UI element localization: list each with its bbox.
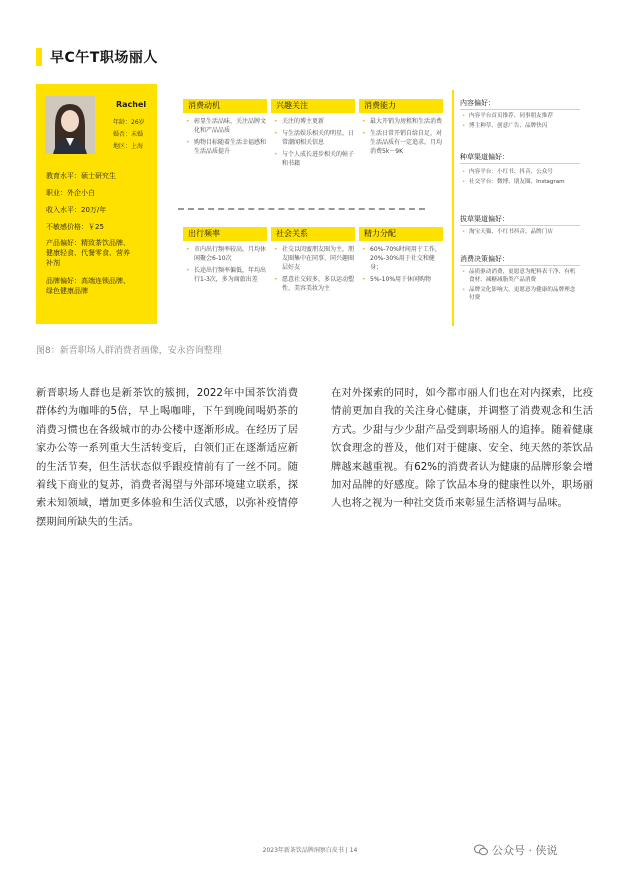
list-item: • 生活日常开销自给自足，对生活品质有一定追求。月均消费5k～9K [362,129,444,156]
persona-brand-pref-2: 绿色健康品牌 [46,287,88,295]
wechat-icon [474,844,488,856]
column-list-ability [362,117,444,159]
persona-card [36,84,157,324]
watermark [474,842,558,858]
persona-product-pref-2: 健康轻食、代餐零食、营养 [46,249,130,257]
persona-marital: 婚否：未婚 [113,131,144,138]
list-item: • 内容平台：小红书、抖音、公众号 [462,168,580,176]
persona-income: 收入水平：20万/年 [46,206,107,214]
list-item: • 品牌文化影响大，更愿意为健康的品牌理念付费 [462,286,580,302]
buy-pref-list [462,228,580,238]
column-head-motivation: 消费动机 [183,99,267,113]
persona-job: 职业：外企小白 [46,189,95,197]
list-item: • 社交以闺蜜朋友圈为主，朋友圈集中在同事、同兴趣圈层好友 [274,245,356,272]
watermark-text: 公众号 · 侠说 [492,844,558,857]
persona-product-pref-3: 补剂 [46,259,60,267]
column-head-ability: 消费能力 [359,99,443,113]
column-head-social: 社会关系 [271,227,355,241]
person-photo-icon [45,96,95,154]
column-head-interest: 兴趣关注 [271,99,355,113]
decision-pref-list [462,268,580,304]
persona-avatar [45,96,95,154]
divider [460,265,580,266]
column-list-social [274,245,356,296]
list-item: • 与个人成长进步相关的帖子和书籍 [274,150,356,168]
persona-name: Rachel [116,100,147,109]
list-item: • 最大开销为房租和生活消费 [362,117,444,126]
seed-pref-heading: 种草渠道偏好： [460,153,509,161]
list-item: • 60%-70%时间用于工作，20%-30%用于社交和健身； [362,245,444,272]
column-list-travel [186,245,268,287]
persona-age: 年龄：26岁 [113,119,145,126]
page-title: 早C午T职场丽人 [50,50,158,66]
content-pref-heading: 内容偏好： [460,99,495,107]
content-pref-list [462,112,580,132]
list-item: • 博主种草、创意广告、品牌快闪 [462,122,580,130]
list-item: • 购物目标随着生活幸福感和生活品质提升 [186,138,268,156]
list-item: • 关注的博主更新 [274,117,356,126]
column-head-travel: 出行频率 [183,227,267,241]
persona-price: 不敏感价格：￥25 [46,223,104,231]
body-paragraph-left: 新晋职场人群也是新茶饮的簇拥，2022年中国茶饮消费群体约为咖啡的5倍，早上喝咖啡，下午到晚间喝奶茶的消费习惯也在各级城市的办公楼中逐渐形成。在经历了居家办公等一系列重大生活转变后，白领们正在逐渐适应新的生活节奏，但生活状态似乎跟疫情前有了一丝不同。随着线下商业的复苏，消费者渴望与外部环境建立联系，探索未知领域，增加更多体验和生活仪式感，以弥补疫情停摆期间所缺失的生活。 [36,387,298,528]
list-item: • 长途出行频率偏低，年均出行1-3次，多为商旅出差 [186,266,268,284]
persona-region: 地区：上海 [113,143,144,150]
divider [460,109,580,110]
column-head-energy: 精力分配 [359,227,443,241]
column-list-motivation [186,117,268,159]
seed-pref-list [462,168,580,188]
figure-caption: 图8：新晋职场人群消费者画像，安永咨询整理 [36,346,222,356]
list-item: • 社交平台：微博、朋友圈、Instagram [462,178,580,186]
list-item: • 内容平台首页推荐、同事朋友推荐 [462,112,580,120]
list-item: • 市内出行频率较高，月均休闲聚会6-10次 [186,245,268,263]
title-accent-bar [36,48,42,66]
decision-pref-heading: 消费决策偏好： [460,255,509,263]
list-item: • 愿意社交较多，多以运动塑性、美容美妆为主 [274,275,356,293]
list-item: • 品质驱动消费，更愿意为配料表干净、有机食材、减糖减脂类产品消费 [462,268,580,284]
body-paragraph-right: 在对外探索的同时，如今都市丽人们也在对内探索，比疫情前更加自我的关注身心健康，并调整了消费观念和生活方式。少甜与少少甜产品受到职场丽人的追捧。随着健康饮食理念的普及，他们对于健康、安全、纯天然的茶饮品牌越来越重视。有62%的消费者认为健康的品牌形象会增加对品牌的好感度。除了饮品本身的健康性以外，职场丽人也将之视为一种社交货币来彰显生活格调与品味。 [331,387,593,510]
list-item: • 淘宝天猫、小红书抖音、品牌门店 [462,228,580,236]
buy-pref-heading: 拔草渠道偏好： [460,215,509,223]
persona-brand-pref-1: 品牌偏好：高端连锁品牌、 [46,277,130,285]
column-list-interest [274,117,356,171]
divider [460,163,580,164]
list-item: • 彰显生活品味，关注品牌文化和产品品质 [186,117,268,135]
persona-education: 教育水平：硕士研究生 [46,172,116,180]
page-footer: 2023年新茶饮品牌洞察白皮书 | 14 [262,847,358,854]
persona-product-pref-1: 产品偏好：精致茶饮品牌、 [46,239,130,247]
section-divider [178,208,425,210]
channel-preference-panel [452,90,583,326]
list-item: • 5%-10%用于休闲购物 [362,275,444,284]
column-list-energy [362,245,444,287]
divider [460,225,580,226]
list-item: • 与生活娱乐相关的明星，日常潮闻相关信息 [274,129,356,147]
